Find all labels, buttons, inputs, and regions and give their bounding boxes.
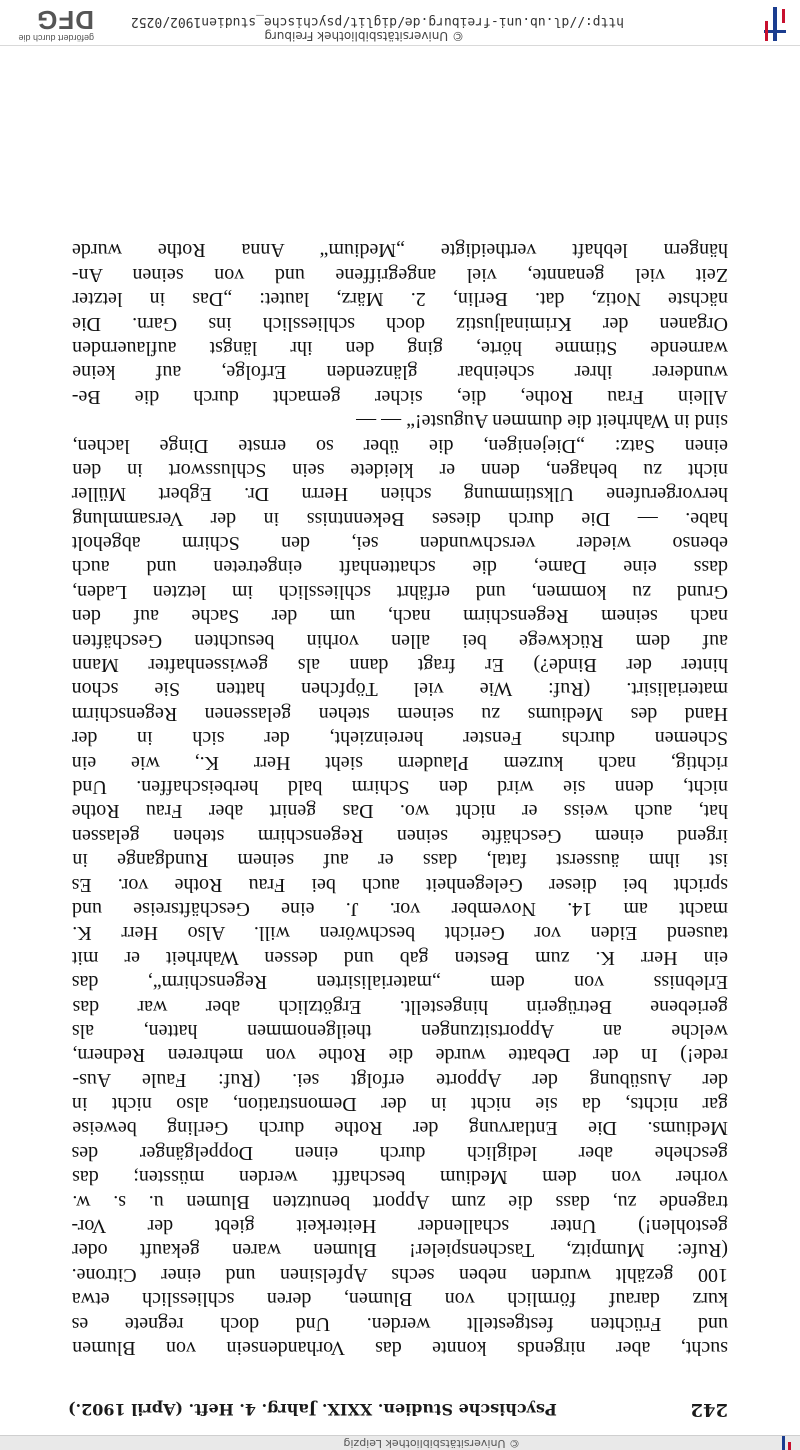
dfg-logo-text: DFG xyxy=(36,5,94,35)
library-credit: © Universitätsbibliothek Freiburg xyxy=(264,29,464,43)
text-line: Grund zu kommen, und erfährt schliesslich im letzten Laden, xyxy=(72,580,728,603)
text-line: richtig, nach kurzem Plaudern sieht Herr K., wie ein xyxy=(71,751,728,774)
library-seal-icon xyxy=(772,1436,794,1450)
text-line: vorher von dem Medium beschafft werden müssten; das xyxy=(72,1166,728,1189)
text-line: (Rufe: Mumpitz, Taschenspieler! Blumen waren gekauft oder xyxy=(72,1239,728,1262)
text-line: Allein Frau Rothe, die, sicher gemacht durch die Be- xyxy=(71,385,728,408)
document-page xyxy=(68,238,728,1420)
text-line: welche an Apportsitzungen theilgenommen hatten, als xyxy=(71,1019,728,1042)
text-line: gar nichts, da sie nicht in der Demonstration, also nicht in xyxy=(71,1093,728,1116)
text-line: ist ihm äusserst fatal, dass er auf seinem Rundgange in xyxy=(72,849,728,872)
text-line: hinter der Binde?) Er fragt dann als gewissenhafter Mann xyxy=(72,654,728,677)
text-line: habe. — Die durch dieses Bekenntniss in der Versammlung xyxy=(72,507,728,530)
text-line: geriebene Betrügerin hingestellt. Ergötzlich aber war das xyxy=(72,995,728,1018)
text-line: Zeit viel genannte, viel angegriffene und von seinen An- xyxy=(71,263,728,286)
text-line: nicht zu behagen, denn er kleidete sein Schlusswort in den xyxy=(72,458,728,481)
text-line: ein Herr K. zum Besten gab und dessen Wahrheit er mit xyxy=(71,946,728,969)
text-line: geschehe aber lediglich durch einen Doppelgänger des xyxy=(71,1141,728,1164)
text-line: materialisirt. (Ruf: Wie viel Töpfchen hatten Sie schon xyxy=(71,678,728,701)
text-line: tragende zu, dass die zum Apport benutzten Blumen u. s. w. xyxy=(72,1190,728,1213)
text-line: warnende Stimme hörte, ging den ihr längst auflauernden xyxy=(72,336,728,359)
text-line: kurz darauf förmlich von Blumen, deren schliesslich etwa xyxy=(71,1288,728,1311)
text-line: rede!) In der Debatte wurde die Rothe von mehreren Rednern, xyxy=(72,1044,728,1067)
bottom-credit-strip xyxy=(0,1435,800,1450)
page-number: 242 xyxy=(690,1399,728,1420)
text-line: wunderer ihrer scheinbar glänzenden Erfolge, auf keine xyxy=(72,361,728,384)
running-header xyxy=(68,1380,728,1420)
text-line: hervorgerufene Ulkstimmung schien Herrn Dr. Egbert Müller xyxy=(71,483,728,506)
source-url[interactable]: http://dl.ub.uni-freiburg.de/diglit/psychische_studien1902/0252 xyxy=(130,14,624,29)
text-line: sucht, aber nirgends konnte das Vorhandensein von Blumen xyxy=(72,1337,728,1359)
text-line: Erlebniss von dem „materialisirten Regenschirm“, das xyxy=(71,971,728,994)
text-line: Hand des Mediums zu seinem stehen gelassenen Regenschirm xyxy=(71,702,728,725)
text-line: spricht bei dieser Gelegenheit auch bei Frau Rothe vor. Es xyxy=(71,873,728,896)
university-logo-icon xyxy=(758,5,792,45)
text-line: nach seinem Regenschirm nach, um der Sache auf den xyxy=(72,605,728,628)
running-title: Psychische Studien. XXIX. Jahrg. 4. Heft. (April 1902.) xyxy=(68,1400,557,1419)
text-line: und Früchten festgestellt werden. Und doch regnete es xyxy=(71,1312,728,1335)
text-line: macht am 14. November vor. J. eine Geschäftsreise und xyxy=(72,897,728,920)
text-line: 100 gezählt wurden neben sechs Apfelsinen und einer Citrone. xyxy=(71,1263,728,1286)
dfg-subtitle: gefördert durch die xyxy=(18,33,94,43)
dfg-logo xyxy=(8,3,94,43)
text-line: hat, auch weiss er nicht wo. Das genirt aber Frau Rothe xyxy=(71,800,728,823)
text-line: nicht, denn sie wird den Schirm bald herbeischaffen. Und xyxy=(72,776,728,799)
text-line: Organen der Kriminaljustiz doch schliesslich ins Garn. Die xyxy=(72,312,728,335)
scan-footer-bar xyxy=(0,0,800,46)
text-line: irgend einem Geschäfte seinen Regenschirm stehen gelassen xyxy=(71,824,728,847)
text-line: dass eine Dame, die schattenhaft eingetreten und auch xyxy=(71,556,728,579)
text-line: der Ausübung der Apporte erfolgt sei. (Ruf: Faule Aus- xyxy=(72,1068,728,1091)
text-line: einen Satz: „Diejenigen, die über so ernste Dinge lachen, xyxy=(72,434,728,457)
bottom-credit-text: © Universitätsbibliothek Leipzig xyxy=(343,1437,520,1450)
page-body-text xyxy=(68,238,728,1360)
text-line: sind in Wahrheit die dummen Auguste!“ — — xyxy=(356,410,728,433)
text-line: tausend Eiden vor Gericht beschwören will. Also Herr K. xyxy=(72,922,728,945)
text-line: gestohlen!) Unter schallender Heiterkeit giebt der Vor- xyxy=(71,1215,728,1238)
text-line: Schemen durchs Fenster hereinzieht, der sich in der xyxy=(71,727,728,750)
text-line: auf dem Rückwege bei allen vorhin besuchten Geschäften xyxy=(72,629,728,652)
text-line: ebenso wieder verschwunden sei, den Schirm abgeholt xyxy=(71,532,728,555)
text-line: hängern lebhaft vertheidigte „Medium“ Anna Rothe wurde xyxy=(72,239,728,262)
text-line: Mediums. Die Entlarvung der Rothe durch Gerling beweise xyxy=(72,1117,728,1140)
text-line: nächste Notiz, dat. Berlin, 2. März, lautet: „Das in letzter xyxy=(72,288,728,311)
